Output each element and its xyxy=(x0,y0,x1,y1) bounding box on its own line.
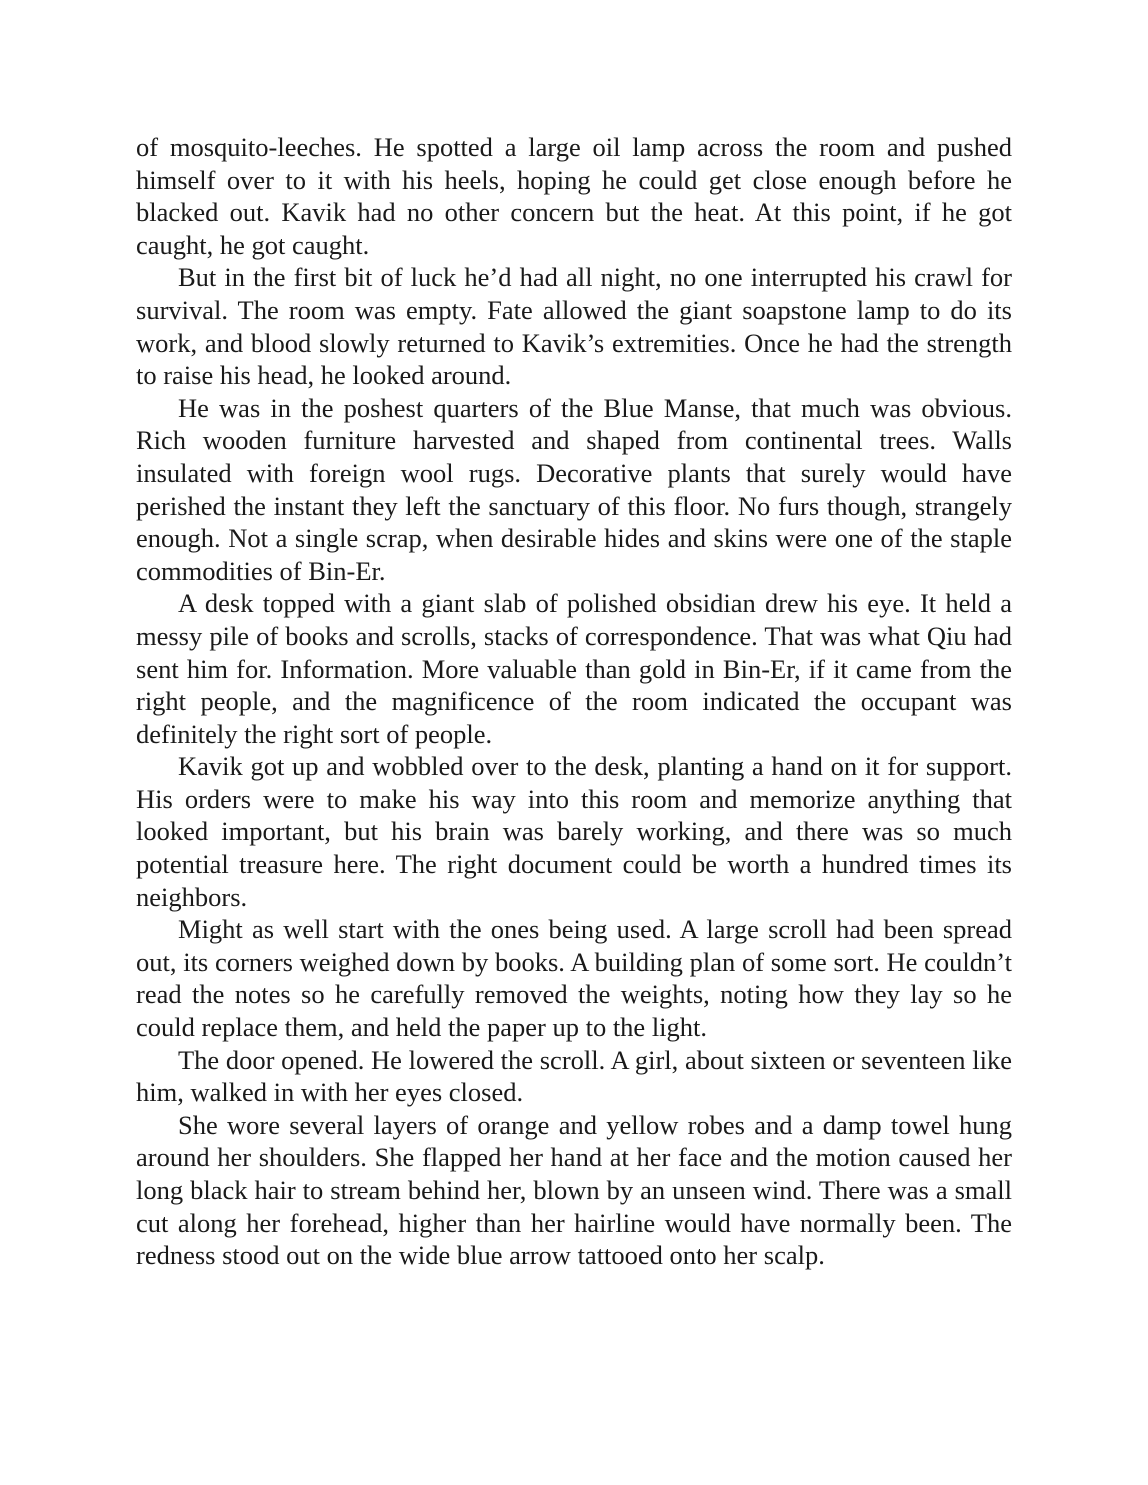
paragraph-8: She wore several layers of orange and yellow robes and a damp towel hung around her shoulders. She flapped her hand at her face and the motion caused her long black hair to stream behind her, blown by an unseen wind. There was a small cut along her forehead, higher than her hairline would have normally been. The redness stood out on the wide blue arrow tattooed onto her scalp. xyxy=(136,1109,1012,1271)
page-body xyxy=(136,131,1012,1272)
paragraph-7: The door opened. He lowered the scroll. A girl, about sixteen or seventeen like him, walked in with her eyes closed. xyxy=(136,1044,1012,1108)
paragraph-2: But in the first bit of luck he’d had all night, no one interrupted his crawl for survival. The room was empty. Fate allowed the giant soapstone lamp to do its work, and blood slowly returned to Kavik’s extremities. Once he had the strength to raise his head, he looked around. xyxy=(136,262,1012,391)
paragraph-4: A desk topped with a giant slab of polished obsidian drew his eye. It held a messy pile of books and scrolls, stacks of correspondence. That was what Qiu had sent him for. Information. More valuable than gold in Bin-Er, if it came from the right people, and the magnificence of the room indicated the occupant was definitely the right sort of people. xyxy=(136,588,1012,749)
paragraph-1: of mosquito-leeches. He spotted a large oil lamp across the room and pushed himself over to it with his heels, hoping he could get close enough before he blacked out. Kavik had no other concern but the heat. At this point, if he got caught, he got caught. xyxy=(136,132,1012,260)
paragraph-6: Might as well start with the ones being used. A large scroll had been spread out, its corners weighed down by books. A building plan of some sort. He couldn’t read the notes so he carefully removed the weights, noting how they lay so he could replace them, and held the paper up to the light. xyxy=(136,914,1012,1043)
paragraph-3: He was in the poshest quarters of the Blue Manse, that much was obvious. Rich wooden furniture harvested and shaped from continental trees. Walls insulated with foreign wool rugs. Decorative plants that surely would have perished the instant they left the sanctuary of this floor. No furs though, strangely enough. Not a single scrap, when desirable hides and skins were one of the staple commodities of Bin-Er. xyxy=(136,392,1012,586)
paragraph-5: Kavik got up and wobbled over to the desk, planting a hand on it for support. His orders were to make his way into this room and memorize anything that looked important, but his brain was barely working, and there was so much potential treasure here. The right document could be worth a hundred times its neighbors. xyxy=(136,751,1012,912)
